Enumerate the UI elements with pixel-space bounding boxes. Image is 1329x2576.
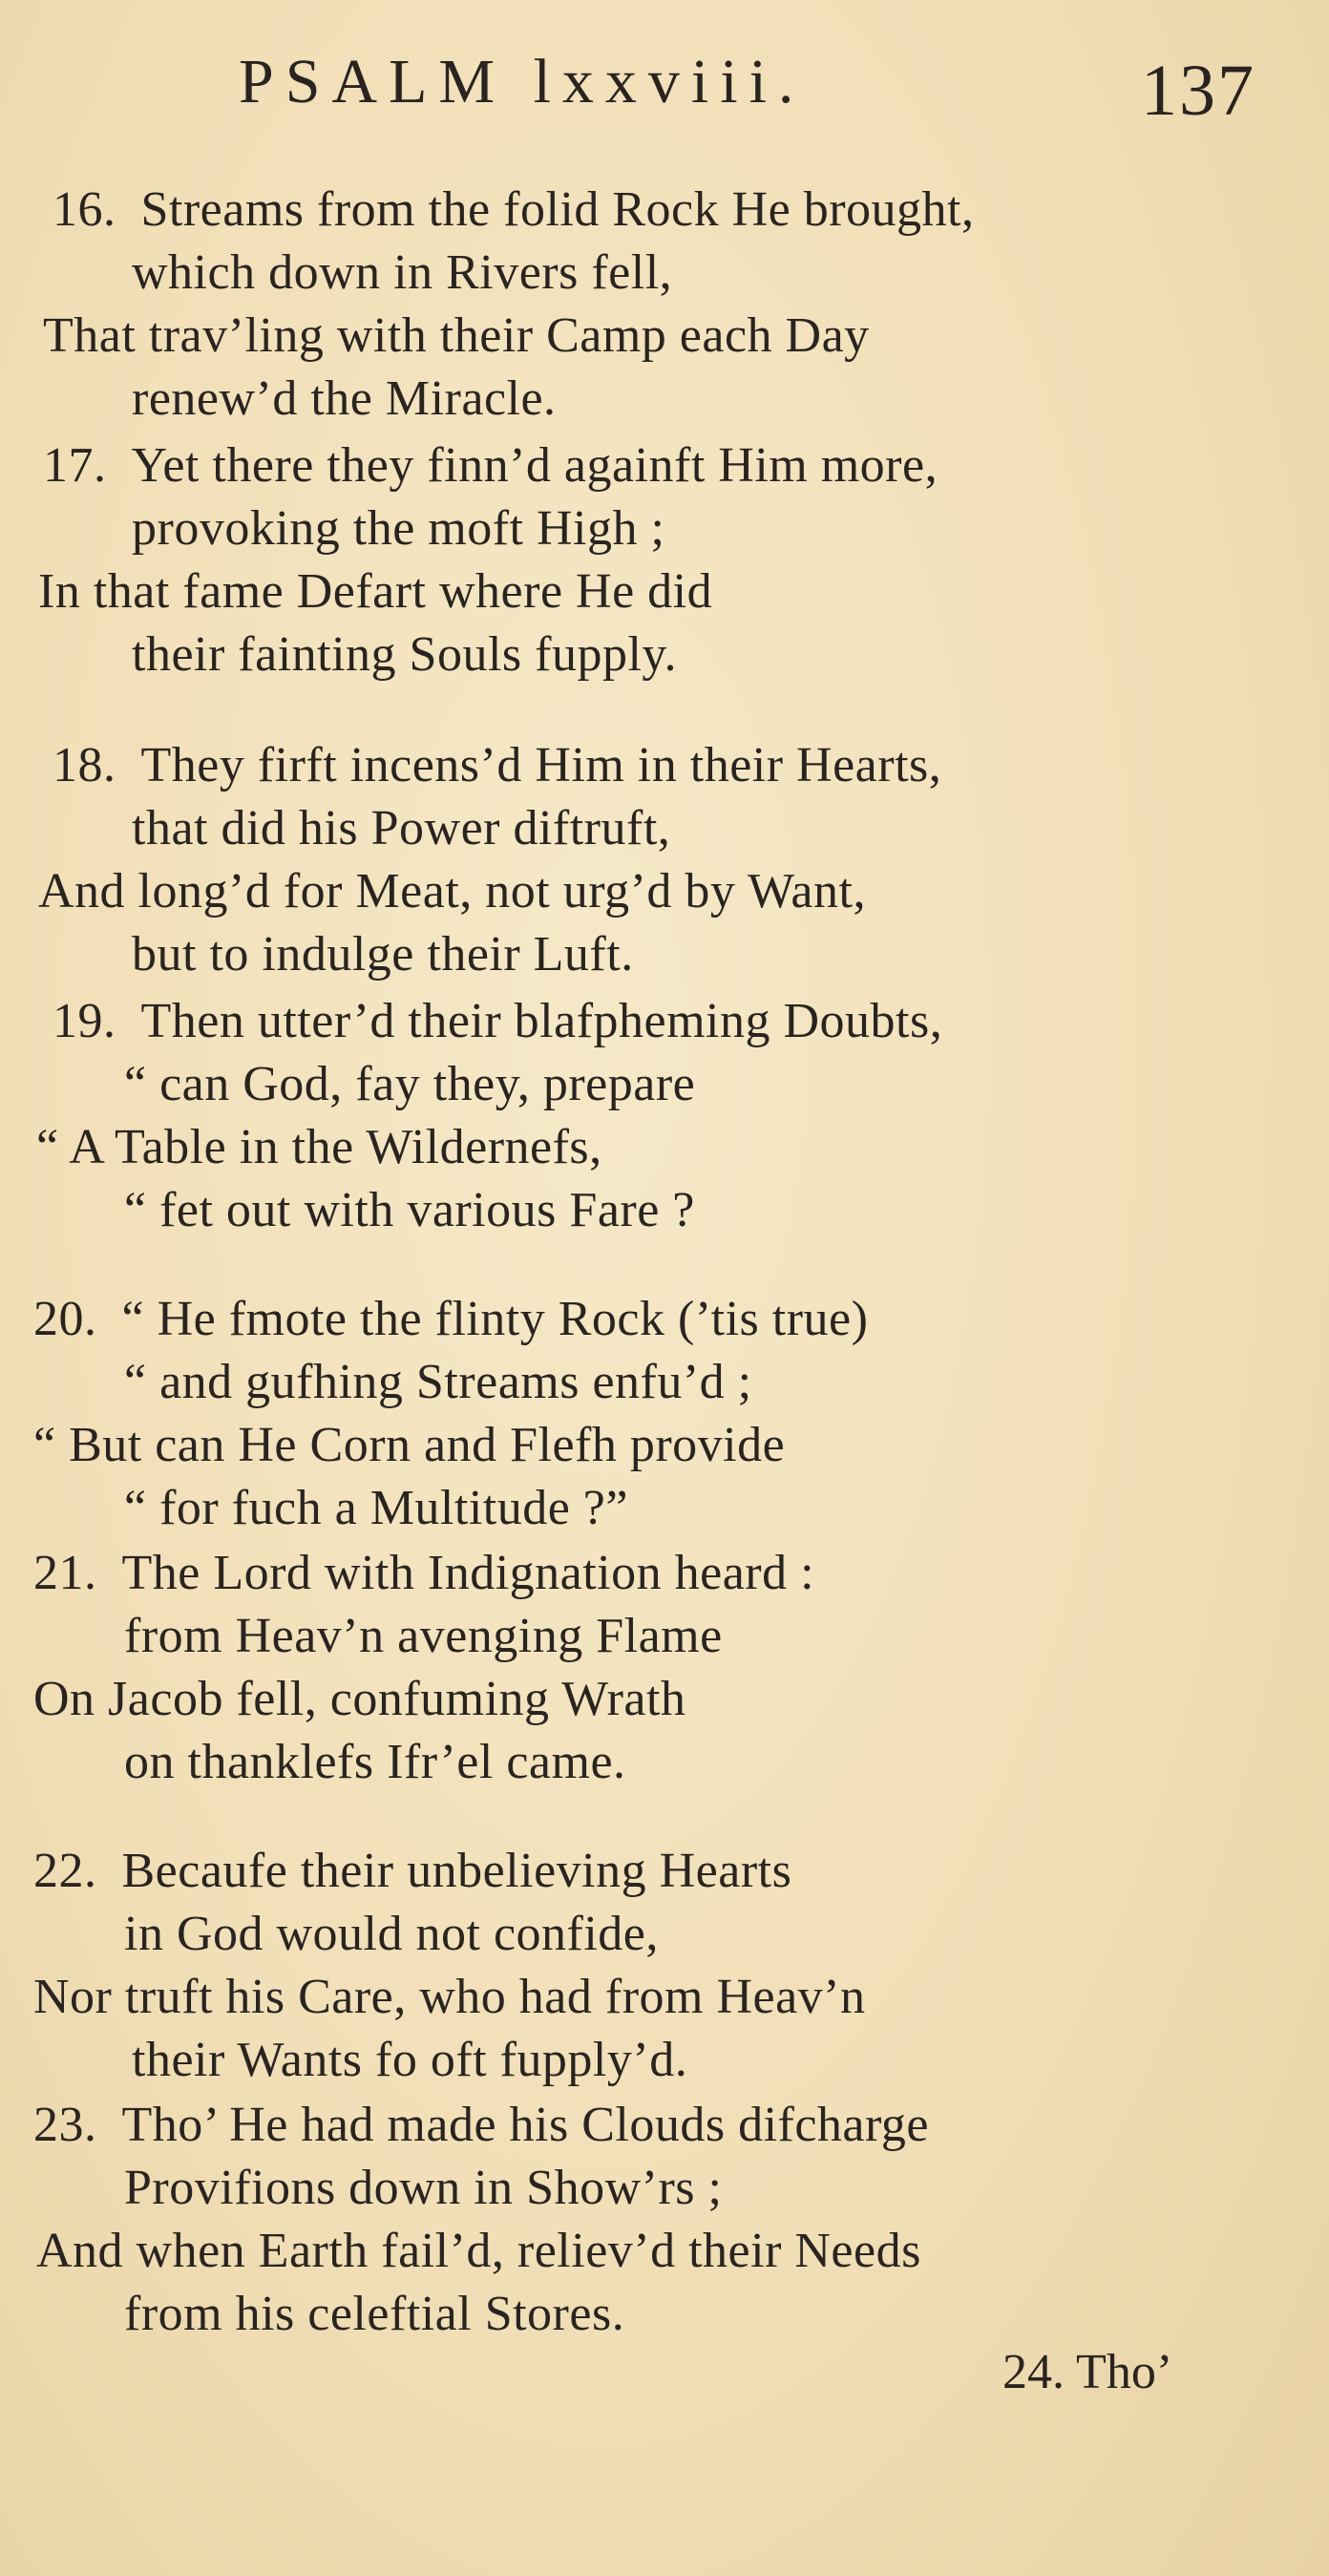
verse-line [33, 1671, 686, 1728]
verse-line [132, 2032, 687, 2089]
line-text: which down in Rivers fell, [132, 245, 673, 300]
line-text: “ and gufhing Streams enfu’d ; [124, 1355, 752, 1409]
verse-line [132, 500, 664, 558]
verse-line [53, 181, 975, 239]
line-text: their Wants fo oft fupply’d. [132, 2033, 688, 2087]
verse-line [33, 1417, 785, 1474]
line-text: The Lord with Indignation heard : [121, 1546, 815, 1600]
verse-line [124, 1734, 626, 1791]
line-text: in God would not confide, [124, 1907, 659, 1961]
line-text: That trav’ling with their Camp each Day [43, 308, 870, 363]
line-text: “ A Table in the Wildernefs, [36, 1120, 602, 1174]
verse-number: 19. [53, 994, 116, 1048]
verse-line [33, 2097, 929, 2154]
line-text: On Jacob fell, confuming Wrath [33, 1672, 686, 1726]
verse-line [33, 1969, 865, 2026]
line-text: They firft incens’d Him in their Hearts, [140, 738, 942, 792]
verse-number: 23. [33, 2098, 97, 2152]
verse-line [53, 737, 941, 794]
line-text: provoking the moft High ; [132, 501, 665, 556]
verse-line [132, 244, 672, 302]
verse-line [124, 1906, 659, 1963]
line-text: Yet there they finn’d againft Him more, [131, 438, 939, 493]
line-text: but to indulge their Luft. [132, 927, 634, 982]
verse-line [38, 863, 866, 920]
verse-line [124, 2160, 722, 2217]
verse-line [33, 1843, 791, 1900]
verse-number: 16. [53, 182, 116, 237]
verse-line [43, 437, 938, 495]
line-text: “ can God, fay they, prepare [124, 1057, 696, 1111]
verse-line [132, 370, 557, 428]
line-text: “ But can He Corn and Flefh provide [33, 1418, 786, 1472]
line-text: from his celeftial Stores. [124, 2287, 625, 2341]
verse-line [124, 1056, 695, 1113]
verse-line [33, 1545, 814, 1602]
line-text: their fainting Souls fupply. [132, 627, 678, 682]
line-text: In that fame Defart where He did [38, 564, 713, 619]
verse-line [124, 1182, 695, 1239]
verse-line [36, 2223, 921, 2280]
line-text: Then utter’d their blafpheming Doubts, [140, 994, 943, 1048]
verse-line [132, 926, 634, 983]
verse-line [124, 1480, 628, 1537]
verse-line [124, 1354, 752, 1411]
line-text: Tho’ He had made his Clouds difcharge [121, 2098, 929, 2152]
verse-number: 18. [53, 738, 116, 792]
verse-line [132, 800, 670, 857]
line-text: Nor truft his Care, who had from Heav’n [33, 1970, 866, 2024]
verse-line [43, 307, 870, 365]
running-title: PSALM lxxviii. [239, 47, 806, 116]
line-text: And long’d for Meat, not urg’d by Want, [38, 864, 866, 918]
line-text: “ fet out with various Fare ? [124, 1183, 695, 1237]
verse-number: 17. [43, 438, 107, 493]
verse-number: 20. [33, 1292, 97, 1346]
verse-number: 22. [33, 1844, 97, 1898]
line-text: And when Earth fail’d, reliev’d their Needs [36, 2224, 921, 2278]
verse-line [38, 563, 712, 621]
catchword: 24. Tho’ [1002, 2345, 1173, 2399]
line-text: that did his Power diftruft, [132, 801, 671, 855]
verse-line [132, 626, 677, 684]
line-text: renew’d the Miracle. [132, 371, 557, 426]
verse-line [33, 1291, 868, 1348]
page-header [0, 38, 1329, 134]
line-text: Provifions down in Show’rs ; [124, 2161, 723, 2215]
page-number: 137 [1141, 51, 1255, 131]
line-text: Becaufe their unbelieving Hearts [121, 1844, 792, 1898]
line-text: Streams from the folid Rock He brought, [140, 182, 975, 237]
verse-line [124, 2286, 624, 2343]
verse-line [53, 993, 942, 1050]
verse-line [124, 1608, 723, 1665]
line-text: from Heav’n avenging Flame [124, 1609, 723, 1663]
line-text: “ for fuch a Multitude ?” [124, 1481, 628, 1535]
verse-number: 21. [33, 1546, 97, 1600]
verse-line [36, 1119, 602, 1176]
line-text: on thanklefs Ifr’el came. [124, 1735, 626, 1789]
line-text: “ He fmote the flinty Rock (’tis true) [121, 1292, 869, 1346]
